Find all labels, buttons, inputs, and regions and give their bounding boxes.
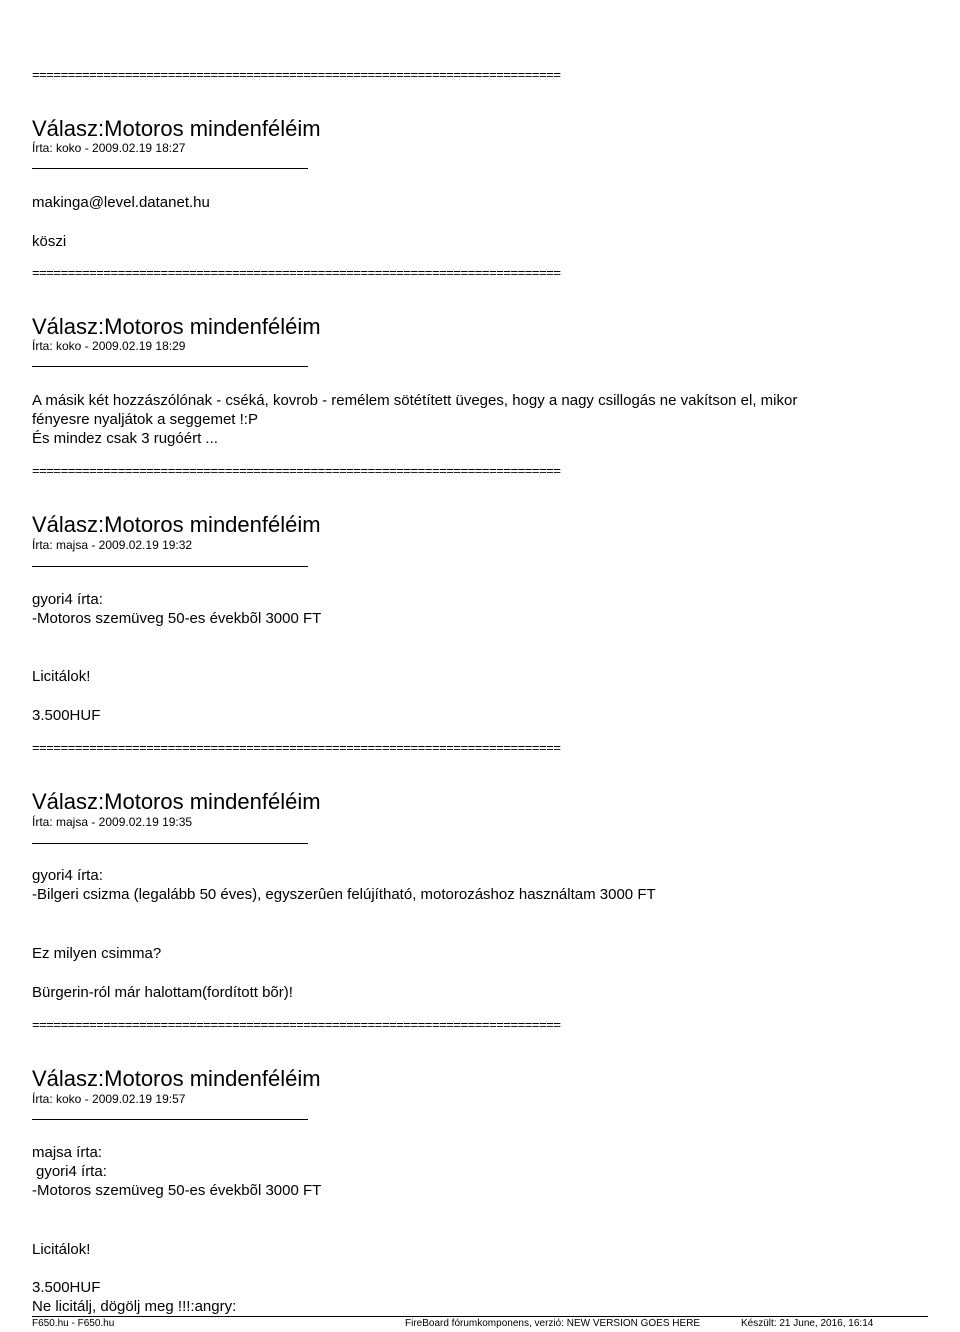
separator: ==========================================================================: [32, 1017, 561, 1032]
post-title: Válasz:Motoros mindenféléim: [32, 1066, 321, 1091]
separator: ==========================================================================: [32, 67, 561, 82]
quote-header: gyori4 írta:: [32, 867, 103, 884]
post-line: 3.500HUF: [32, 707, 101, 724]
separator: ==========================================================================: [32, 265, 561, 280]
post-divider: [32, 566, 308, 567]
post-meta: Írta: koko - 2009.02.19 19:57: [32, 1092, 186, 1106]
post-divider: [32, 168, 308, 169]
post-title: Válasz:Motoros mindenféléim: [32, 789, 321, 814]
post-line: Ez milyen csimma?: [32, 945, 162, 962]
footer-timestamp: Készült: 21 June, 2016, 16:14: [741, 1318, 874, 1329]
separator: ==========================================================================: [32, 463, 561, 478]
post-line: Licitálok!: [32, 668, 91, 685]
post-meta: Írta: koko - 2009.02.19 18:27: [32, 141, 186, 155]
post-meta: Írta: koko - 2009.02.19 18:29: [32, 339, 186, 353]
post-meta: Írta: majsa - 2009.02.19 19:35: [32, 815, 193, 829]
post-line: Bürgerin-ról már halottam(fordított bõr)!: [32, 984, 293, 1001]
post-divider: [32, 366, 308, 367]
post-title: Válasz:Motoros mindenféléim: [32, 116, 321, 141]
footer-rule: [32, 1316, 928, 1317]
footer-component: FireBoard fórumkomponens, verzió: NEW VERSION GOES HERE: [405, 1318, 701, 1329]
post-line: Ne licitálj, dögölj meg !!!:angry:: [32, 1298, 237, 1315]
quote-line: -Motoros szemüveg 50-es évekbõl 3000 FT: [32, 610, 322, 627]
post-line: És mindez csak 3 rugóért ...: [32, 430, 218, 447]
footer-site: F650.hu - F650.hu: [32, 1318, 115, 1329]
post-line: Licitálok!: [32, 1241, 91, 1258]
quote-line: -Bilgeri csizma (legalább 50 éves), egyszerûen felújítható, motorozáshoz használtam 3000 FT: [32, 886, 656, 903]
post-title: Válasz:Motoros mindenféléim: [32, 314, 321, 339]
post-title: Válasz:Motoros mindenféléim: [32, 512, 321, 537]
post-line: makinga@level.datanet.hu: [32, 194, 210, 211]
post-divider: [32, 1119, 308, 1120]
quote-header: gyori4 írta:: [36, 1163, 107, 1180]
quote-line: -Motoros szemüveg 50-es évekbõl 3000 FT: [32, 1182, 322, 1199]
post-divider: [32, 843, 308, 844]
separator: ==========================================================================: [32, 740, 561, 755]
quote-header: gyori4 írta:: [32, 591, 103, 608]
post-line: köszi: [32, 233, 67, 250]
post-line: A másik két hozzászólónak - cséká, kovrob - remélem sötétített üveges, hogy a nagy csillogás ne vakítson el, mikor: [32, 392, 798, 409]
quote-header: majsa írta:: [32, 1144, 103, 1161]
post-line: fényesre nyaljátok a seggemet !:P: [32, 411, 258, 428]
post-line: 3.500HUF: [32, 1279, 101, 1296]
post-meta: Írta: majsa - 2009.02.19 19:32: [32, 538, 193, 552]
